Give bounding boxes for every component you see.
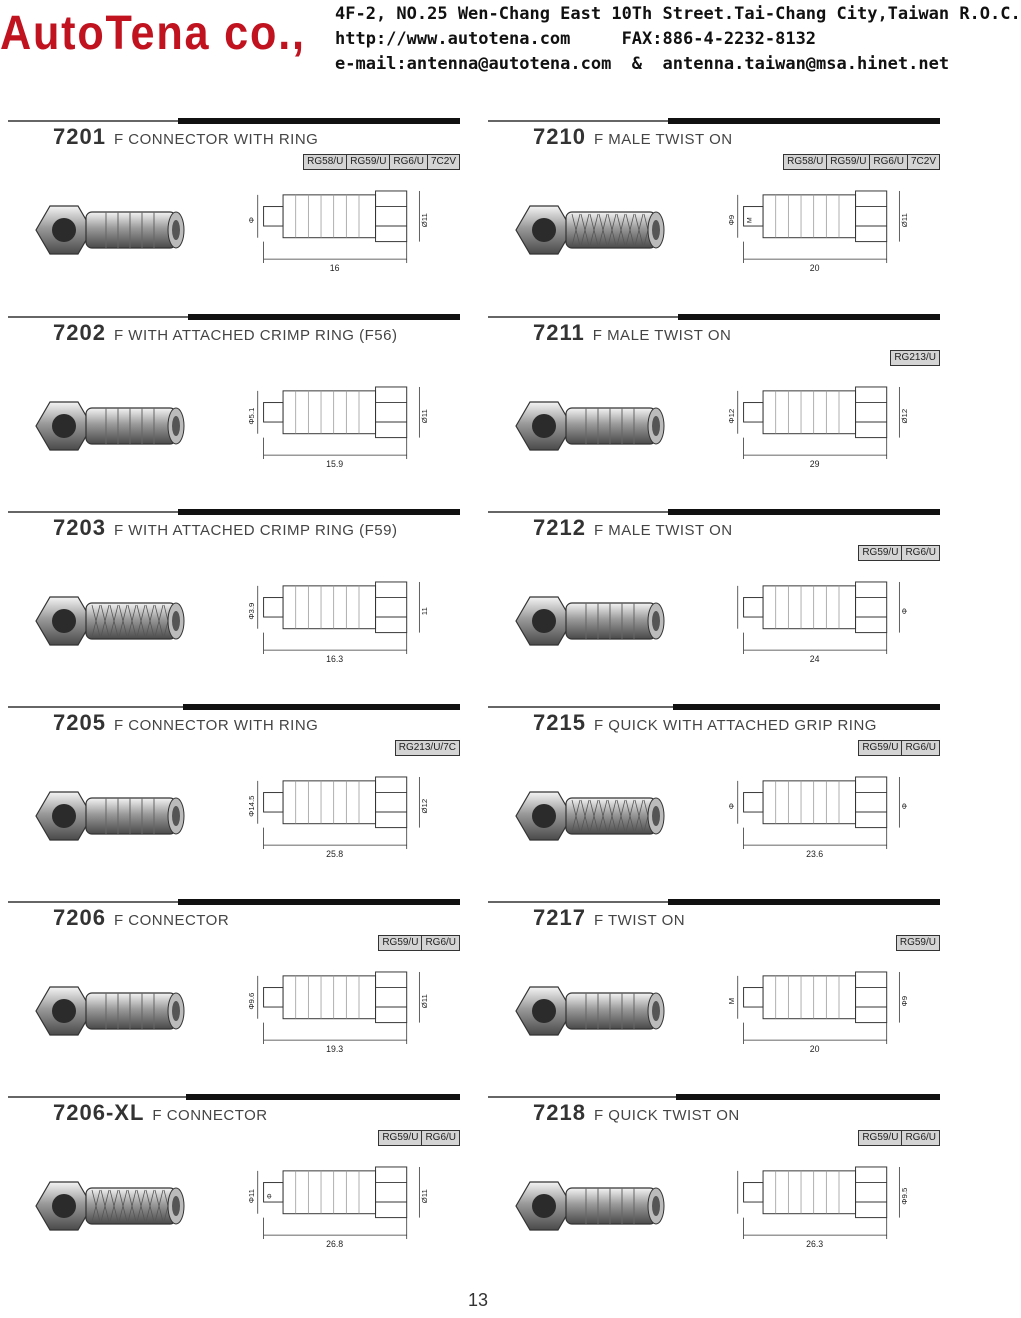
cable-tag: RG58/U	[783, 154, 827, 170]
drawing-body	[283, 195, 376, 238]
dim-right: Φ9.5	[900, 1187, 910, 1205]
product-title	[533, 124, 733, 150]
cable-tag: RG59/U	[346, 154, 390, 170]
connector-photo	[16, 356, 236, 496]
dim-right: Ø11	[900, 213, 910, 228]
product-7212	[488, 511, 940, 701]
dim-right: Ø11	[420, 409, 430, 424]
cable-tag: RG59/U	[378, 935, 422, 951]
cable-tag: RG59/U	[378, 1130, 422, 1146]
section-rule	[488, 316, 678, 318]
section-rule	[488, 1096, 676, 1098]
cable-tag: 7C2V	[907, 154, 940, 170]
drawing-body	[283, 586, 376, 629]
product-7202	[8, 316, 460, 506]
product-code: 7218	[533, 1100, 586, 1125]
cable-tags	[897, 935, 940, 951]
dim-left: Φ11	[246, 1189, 256, 1204]
product-title	[533, 320, 731, 346]
cable-tag: RG213/U	[890, 350, 940, 366]
drawing-body	[283, 976, 376, 1019]
dimension-drawing	[728, 368, 913, 478]
connector-photo	[16, 160, 236, 300]
product-7217	[488, 901, 940, 1091]
dimension-drawing	[728, 953, 913, 1063]
connector-photo	[496, 356, 716, 496]
product-name: F CONNECTOR	[152, 1107, 268, 1124]
dim-left: Φ3.9	[246, 602, 256, 620]
connector-photo	[496, 746, 716, 886]
product-7211	[488, 316, 940, 506]
dim-extra: Φ	[266, 1193, 274, 1199]
section-rule-bold	[668, 899, 940, 905]
cable-tag: RG6/U	[869, 154, 908, 170]
product-code: 7211	[533, 320, 585, 345]
connector-body	[566, 993, 656, 1029]
drawing-body	[763, 195, 856, 238]
cable-tag: RG59/U	[858, 1130, 902, 1146]
dim-extra: M	[746, 217, 754, 224]
connector-body	[566, 408, 656, 444]
product-title	[53, 1100, 268, 1126]
product-7210	[488, 120, 940, 310]
product-title	[533, 905, 685, 931]
dimension-drawing	[248, 758, 433, 868]
product-title	[533, 515, 733, 541]
product-title	[53, 905, 229, 931]
drawing-body	[283, 391, 376, 434]
page-number: 13	[468, 1290, 489, 1310]
dim-length: 16.3	[326, 653, 344, 664]
dim-right: Ø11	[420, 994, 430, 1009]
dim-left: Φ	[726, 803, 736, 810]
product-code: 7215	[533, 710, 586, 735]
dim-length: 20	[809, 1043, 820, 1054]
web-fax: http://www.autotena.com FAX:886-4-2232-8132	[335, 29, 817, 49]
product-code: 7205	[53, 710, 106, 735]
cable-tags	[379, 1130, 460, 1146]
connector-body	[566, 603, 656, 639]
dim-right: Φ	[900, 608, 910, 615]
dim-length: 16	[329, 262, 340, 273]
cable-tags	[784, 154, 940, 170]
drawing-body	[283, 1171, 376, 1214]
cable-tag: RG59/U	[858, 545, 902, 561]
product-name: F QUICK WITH ATTACHED GRIP RING	[593, 717, 877, 734]
cable-tag: RG58/U	[303, 154, 347, 170]
dim-left: Φ14.5	[246, 795, 256, 817]
section-rule	[488, 120, 668, 122]
cable-tag: RG59/U	[826, 154, 870, 170]
dim-length: 25.8	[326, 848, 344, 859]
connector-photo	[16, 551, 236, 691]
product-code: 7206	[53, 905, 106, 930]
cable-tags	[379, 935, 460, 951]
connector-photo	[496, 160, 716, 300]
product-code: 7201	[53, 124, 106, 149]
product-title	[53, 515, 397, 541]
drawing-body	[763, 1171, 856, 1214]
connector-body	[86, 212, 176, 248]
product-name: F MALE TWIST ON	[592, 327, 732, 344]
product-code: 7206-XL	[53, 1100, 145, 1125]
section-rule	[8, 1096, 186, 1098]
product-code: 7217	[533, 905, 586, 930]
dim-left: Φ9	[726, 214, 736, 226]
product-7215	[488, 706, 940, 896]
dimension-drawing	[728, 563, 913, 673]
product-title	[53, 320, 397, 346]
product-7218	[488, 1096, 940, 1286]
cable-tags	[859, 1130, 940, 1146]
drawing-body	[283, 781, 376, 824]
product-code: 7210	[533, 124, 586, 149]
dim-right: Ø11	[420, 213, 430, 228]
connector-photo	[16, 746, 236, 886]
dim-left: Φ12	[726, 408, 736, 424]
dim-right: Ø12	[900, 408, 910, 424]
dimension-drawing	[248, 368, 433, 478]
section-rule	[488, 901, 668, 903]
drawing-body	[763, 586, 856, 629]
dim-length: 19.3	[326, 1043, 344, 1054]
product-name: F CONNECTOR	[113, 912, 230, 929]
product-code: 7202	[53, 320, 106, 345]
dim-length: 23.6	[806, 848, 824, 859]
cable-tags	[859, 740, 940, 756]
product-7206-XL	[8, 1096, 460, 1286]
dimension-drawing	[728, 1148, 913, 1258]
cable-tag: 7C2V	[427, 154, 460, 170]
product-title	[53, 710, 318, 736]
cable-tag: RG213/U/7C	[395, 740, 460, 756]
dim-right: 11	[420, 607, 430, 616]
dim-right: Φ	[900, 803, 910, 810]
contact-block	[335, 2, 1021, 77]
connector-photo	[496, 941, 716, 1081]
product-7203	[8, 511, 460, 701]
product-title	[533, 1100, 740, 1126]
section-rule	[488, 706, 673, 708]
section-rule	[8, 120, 178, 122]
connector-body	[86, 798, 176, 834]
dim-left: M	[726, 997, 736, 1005]
cable-tag: RG6/U	[901, 545, 940, 561]
email: e-mail:antenna@autotena.com & antenna.taiwan@msa.hinet.net	[335, 54, 950, 74]
product-name: F WITH ATTACHED CRIMP RING (F56)	[113, 327, 398, 344]
product-7205	[8, 706, 460, 896]
connector-photo	[496, 551, 716, 691]
product-code: 7212	[533, 515, 586, 540]
cable-tag: RG6/U	[901, 740, 940, 756]
connector-photo	[16, 1136, 236, 1276]
connector-body	[86, 408, 176, 444]
dim-length: 26.8	[326, 1238, 344, 1249]
dimension-drawing	[728, 758, 913, 868]
dim-length: 15.9	[326, 458, 344, 469]
section-rule	[8, 316, 188, 318]
brand-logo: AutoTena co.,	[0, 7, 306, 60]
product-7201	[8, 120, 460, 310]
product-name: F CONNECTOR WITH RING	[113, 131, 319, 148]
dim-length: 24	[809, 653, 820, 664]
section-rule	[8, 706, 183, 708]
product-name: F CONNECTOR WITH RING	[113, 717, 319, 734]
drawing-body	[763, 976, 856, 1019]
product-name: F WITH ATTACHED CRIMP RING (F59)	[113, 522, 398, 539]
dimension-drawing	[248, 953, 433, 1063]
cable-tag: RG59/U	[858, 740, 902, 756]
cable-tags	[859, 545, 940, 561]
dim-left: Φ	[246, 217, 256, 224]
connector-photo	[16, 941, 236, 1081]
product-title	[533, 710, 877, 736]
dimension-drawing	[248, 172, 433, 282]
product-7206	[8, 901, 460, 1091]
product-name: F TWIST ON	[593, 912, 686, 929]
address: 4F-2, NO.25 Wen-Chang East 10Th Street.Tai-Chang City,Taiwan R.O.C.	[335, 4, 1021, 24]
cable-tags	[304, 154, 460, 170]
dim-length: 20	[809, 262, 820, 273]
connector-body	[566, 1188, 656, 1224]
dimension-drawing	[728, 172, 913, 282]
dim-right: Φ9	[900, 995, 910, 1007]
dim-right: Ø11	[420, 1189, 430, 1204]
dim-right: Ø12	[420, 798, 430, 814]
cable-tag: RG59/U	[896, 935, 940, 951]
product-title	[53, 124, 318, 150]
cable-tags	[396, 740, 460, 756]
cable-tag: RG6/U	[901, 1130, 940, 1146]
section-rule	[488, 511, 668, 513]
dim-length: 29	[809, 458, 820, 469]
connector-photo	[496, 1136, 716, 1276]
section-rule	[8, 511, 178, 513]
product-name: F MALE TWIST ON	[593, 131, 733, 148]
dim-left: Φ9.6	[246, 992, 256, 1010]
dim-left: Φ5.1	[246, 407, 256, 425]
dimension-drawing	[248, 1148, 433, 1258]
cable-tag: RG6/U	[389, 154, 428, 170]
cable-tag: RG6/U	[421, 935, 460, 951]
product-name: F MALE TWIST ON	[593, 522, 733, 539]
cable-tag: RG6/U	[421, 1130, 460, 1146]
dimension-drawing	[248, 563, 433, 673]
drawing-body	[763, 391, 856, 434]
dim-length: 26.3	[806, 1238, 824, 1249]
product-code: 7203	[53, 515, 106, 540]
section-rule	[8, 901, 178, 903]
product-name: F QUICK TWIST ON	[593, 1107, 740, 1124]
cable-tags	[891, 350, 940, 366]
drawing-body	[763, 781, 856, 824]
connector-body	[86, 993, 176, 1029]
